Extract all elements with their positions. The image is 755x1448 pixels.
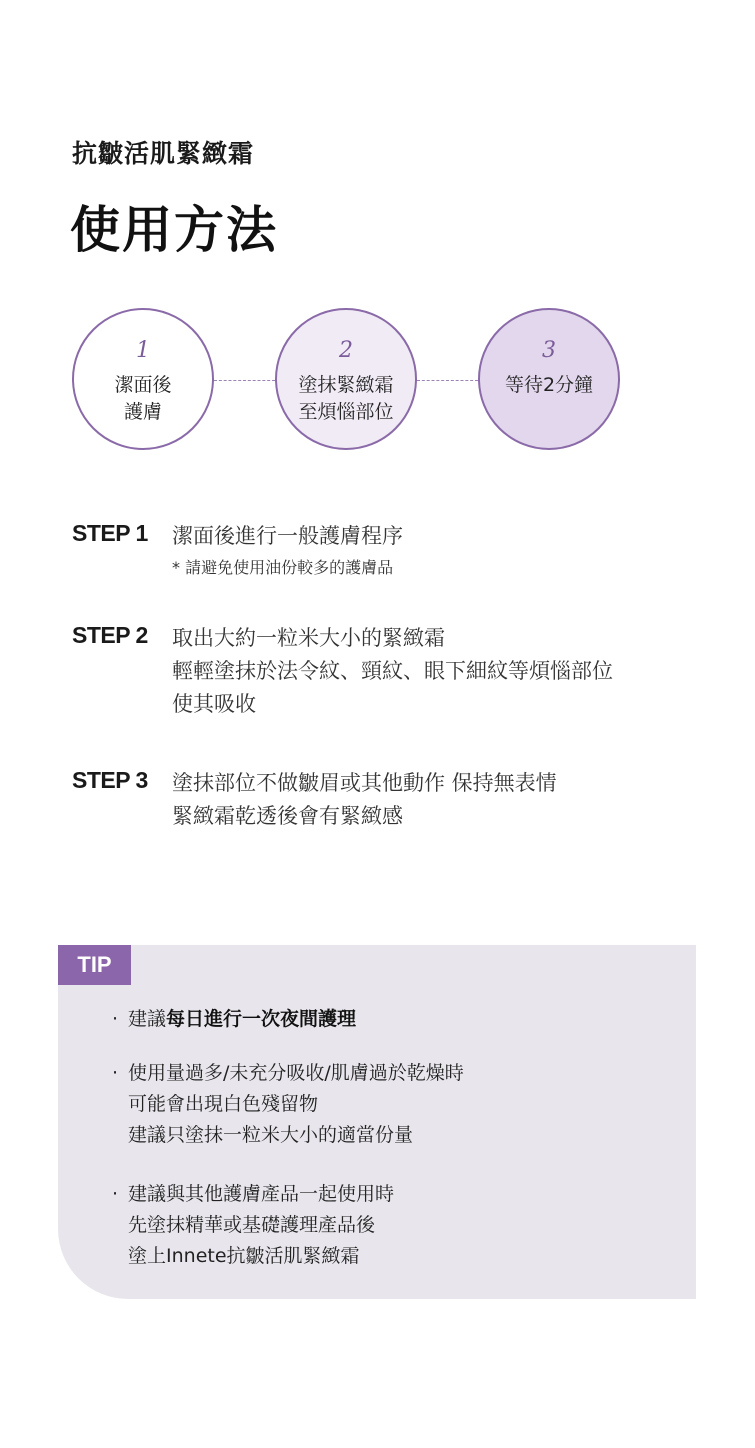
- tip-line: 可能會出現白色殘留物: [128, 1093, 319, 1115]
- step-circle-2: [275, 308, 417, 450]
- step-circle-3: [478, 308, 620, 450]
- steps-diagram: [0, 308, 755, 454]
- tip-line: [128, 1004, 356, 1035]
- step-circle-label: 等待2分鐘: [504, 374, 594, 396]
- step-circle-label: 潔面後護膚: [114, 374, 172, 423]
- step-circle-1: [72, 308, 214, 450]
- tip-line: 塗上Innete抗皺活肌緊緻霜: [128, 1245, 360, 1267]
- tip-item-2: [112, 1058, 464, 1151]
- step-instructions: [172, 767, 557, 833]
- step-number: 2: [339, 338, 353, 363]
- tip-line: 使用量過多/未充分吸收/肌膚過於乾燥時: [128, 1062, 464, 1084]
- tip-badge: TIP: [58, 945, 131, 985]
- step-line: 取出大約一粒米大小的緊緻霜: [172, 626, 445, 650]
- page-title: 使用方法: [70, 201, 278, 259]
- step-line: 輕輕塗抹於法令紋、頸紋、眼下細紋等煩惱部位: [172, 659, 613, 683]
- step-line: 潔面後進行一般護膚程序: [172, 524, 403, 548]
- step-label: STEP 2: [72, 622, 148, 648]
- step-line: 使其吸收: [172, 692, 256, 716]
- step-instructions: [172, 622, 613, 721]
- tip-item-3: [112, 1179, 394, 1272]
- step-circle-label: 塗抹緊緻霜至煩惱部位: [298, 374, 394, 423]
- tip-line: 先塗抹精華或基礎護理產品後: [128, 1214, 376, 1236]
- tip-prefix: 建議: [128, 1008, 167, 1030]
- step-number: 3: [542, 338, 556, 363]
- connector-line: [214, 380, 275, 381]
- bullet-dot: ·: [112, 1008, 119, 1030]
- tip-emphasis: 每日進行一次夜間護理: [166, 1008, 357, 1030]
- step-note: * 請避免使用油份較多的護膚品: [172, 558, 394, 577]
- bullet-dot: ·: [112, 1062, 119, 1084]
- step-line: 緊緻霜乾透後會有緊緻感: [172, 804, 403, 828]
- connector-line: [417, 380, 478, 381]
- step-label: STEP 3: [72, 767, 148, 793]
- step-line: 塗抹部位不做皺眉或其他動作 保持無表情: [172, 771, 557, 795]
- tip-line: 建議只塗抹一粒米大小的適當份量: [128, 1124, 414, 1146]
- tip-line: 建議與其他護膚產品一起使用時: [128, 1183, 395, 1205]
- tip-item-1: [112, 1004, 356, 1035]
- step-label: STEP 1: [72, 520, 148, 546]
- product-name: 抗皺活肌緊緻霜: [72, 139, 255, 168]
- bullet-dot: ·: [112, 1183, 119, 1205]
- step-number: 1: [136, 338, 150, 363]
- step-instructions: [172, 520, 403, 581]
